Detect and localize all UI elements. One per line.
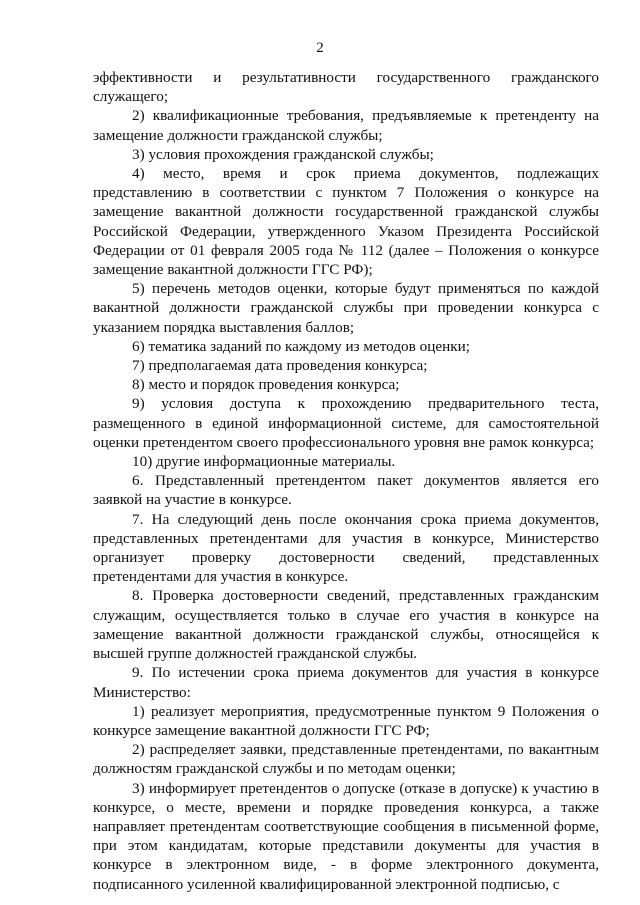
section-8-paragraph: 8. Проверка достоверности сведений, представленных гражданским служащим, осуществляется только в случае его участия в конкурсе на замещение вакантной должности гражданской службы, относящейся к высшей группе должностей гражданской службы. [93,587,599,663]
list-item-document-submission: 4) место, время и срок приема документов, подлежащих представлению в соответствии с пунктом 7 Положения о конкурсе на замещение вакантной должности государственной гражданской службы Российской Федерации, утвержденного Указом Президента Российской Федерации от 01 февраля 2005 года № 112 (далее – Положения о конкурсе замещение вакантной должности ГГС РФ); [93,165,599,279]
list-item-other-materials: 10) другие информационные материалы. [132,453,396,471]
list-item-qualification-requirements: 2) квалификационные требования, предъявляемые к претенденту на замещение должности гражданской службы; [93,107,599,144]
section-6-paragraph: 6. Представленный претендентом пакет документов является его заявкой на участие в конкурсе. [93,472,599,509]
list-item-contest-place: 8) место и порядок проведения конкурса; [132,376,400,394]
list-item-test-access: 9) условия доступа к прохождению предварительного теста, размещенного в единой информационной системе, для самостоятельной оценки претендентом своего профессионального уровня вне рамок конкурса; [93,395,599,451]
page-number: 2 [316,40,324,56]
list-item-task-topics: 6) тематика заданий по каждому из методов оценки; [132,337,470,355]
section-9-item-3: 3) информирует претендентов о допуске (отказе в допуске) к участию в конкурсе, о месте, времени и порядке проведения конкурса, а также направляет претендентам соответствующие сообщения в письменной форме, при этом кандидатам, которые представили документы для участия в конкурсе в электронном виде, - в форме электронного документа, подписанного усиленной квалифицированной электронной подписью, с [93,779,599,893]
list-item-service-conditions: 3) условия прохождения гражданской службы; [132,145,434,163]
section-9-item-1: 1) реализует мероприятия, предусмотренные пунктом 9 Положения о конкурсе замещение вакантной должности ГГС РФ; [93,702,599,739]
list-item-contest-date: 7) предполагаемая дата проведения конкурса; [132,357,428,375]
section-9-paragraph: 9. По истечении срока приема документов для участия в конкурсе Министерство: [93,664,599,701]
paragraph-continuation: эффективности и результативности государственного гражданского служащего; [93,69,599,106]
section-9-item-2: 2) распределяет заявки, представленные претендентами, по вакантным должностям гражданской службы и по методам оценки; [93,741,599,778]
section-7-paragraph: 7. На следующий день после окончания срока приема документов, представленных претендентами для участия в конкурсе, Министерство организует проверку достоверности сведений, представленных претендентами для участия в конкурсе. [93,510,599,586]
list-item-evaluation-methods: 5) перечень методов оценки, которые будут применяться по каждой вакантной должности гражданской службы при проведении конкурса с указанием порядка выставления баллов; [93,280,599,336]
document-body [93,68,599,894]
